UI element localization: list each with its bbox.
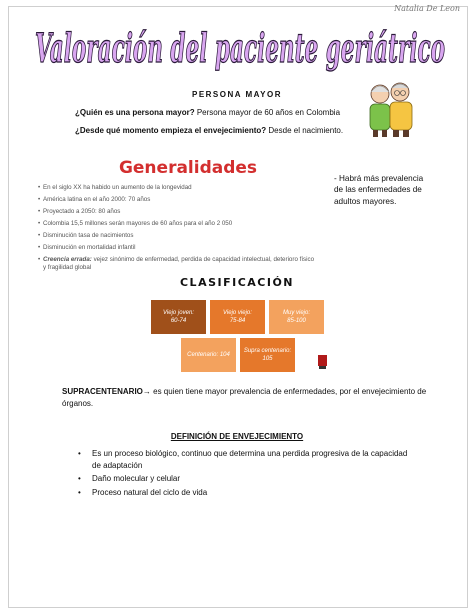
box-label: Viejo joven: bbox=[163, 309, 194, 316]
side-note: - Habrá más prevalencia de las enfermedades de adultos mayores. bbox=[334, 174, 424, 206]
question-2 bbox=[75, 126, 343, 135]
answer-2: Desde el nacimiento. bbox=[266, 126, 344, 135]
generalidades-section bbox=[38, 158, 318, 272]
box-range: 105 bbox=[262, 356, 273, 362]
author-name: Natalia De Leon bbox=[394, 4, 460, 13]
classification-box-centenario bbox=[181, 338, 236, 372]
question-1 bbox=[75, 108, 340, 117]
box-range: 85-100 bbox=[287, 318, 306, 324]
creencia-text: vejez sinónimo de enfermedad, perdida de capacidad intelectual, deterioro físico y fragilidad global bbox=[43, 256, 315, 272]
page-title bbox=[30, 18, 450, 78]
generalidades-title: Generalidades bbox=[118, 158, 258, 178]
list-item: • Es un proceso biológico, continuo que determina una perdida progresiva de la capacidad de adaptación bbox=[78, 448, 418, 471]
list-item: • Proceso natural del ciclo de vida bbox=[78, 487, 418, 499]
supracentenario-text: es quien tiene mayor prevalencia de enfermedades, por el envejecimiento de órganos. bbox=[62, 387, 427, 408]
list-item: • Daño molecular y celular bbox=[78, 473, 418, 485]
classification-box-muy-viejo bbox=[269, 300, 324, 334]
supracentenario-label: SUPRACENTENARIO bbox=[62, 387, 143, 396]
clasificacion-heading: CLASIFICACIÓN bbox=[179, 276, 295, 289]
book-icon bbox=[318, 355, 327, 369]
arrow-icon: → bbox=[142, 387, 151, 396]
list-item: • Colombia 15,5 millones serán mayores de 60 años para el año 2 050 bbox=[38, 220, 318, 227]
page-title-text: Valoración del paciente geriátrico bbox=[35, 25, 445, 72]
box-range: 75-84 bbox=[229, 318, 246, 324]
definicion-list bbox=[78, 448, 418, 500]
supracentenario-paragraph bbox=[62, 386, 432, 409]
persona-mayor-heading: PERSONA MAYOR bbox=[191, 90, 283, 99]
box-label: Muy viejo: bbox=[282, 309, 310, 316]
box-range: 60-74 bbox=[170, 318, 187, 324]
grandparents-illustration bbox=[362, 78, 418, 138]
classification-box-supra-centenario bbox=[240, 338, 295, 372]
list-item: • América latina en el año 2000: 70 años bbox=[38, 196, 318, 203]
box-label: Supra centenario: bbox=[243, 347, 292, 354]
classification-box-viejo-viejo bbox=[210, 300, 265, 334]
box-label: Viejo viejo: bbox=[223, 309, 252, 316]
list-item-creencia bbox=[38, 256, 318, 272]
list-item: • Disminución tasa de nacimientos bbox=[38, 232, 318, 239]
generalidades-list bbox=[38, 184, 318, 272]
question-1-label: ¿Quién es una persona mayor? bbox=[75, 108, 195, 117]
list-item: • Proyectado a 2050: 80 años bbox=[38, 208, 318, 215]
definicion-heading: DEFINICIÓN DE ENVEJECIMIENTO bbox=[170, 432, 304, 441]
question-2-label: ¿Desde qué momento empieza el envejecimiento? bbox=[75, 126, 267, 135]
creencia-label: Creencia errada: bbox=[43, 256, 92, 263]
box-label: Centenario: 104 bbox=[187, 351, 230, 358]
list-item: • En el siglo XX ha habido un aumento de la longevidad bbox=[38, 184, 318, 191]
answer-1: Persona mayor de 60 años en Colombia bbox=[194, 108, 341, 117]
classification-box-viejo-joven bbox=[151, 300, 206, 334]
list-item: • Disminución en mortalidad infantil bbox=[38, 244, 318, 251]
